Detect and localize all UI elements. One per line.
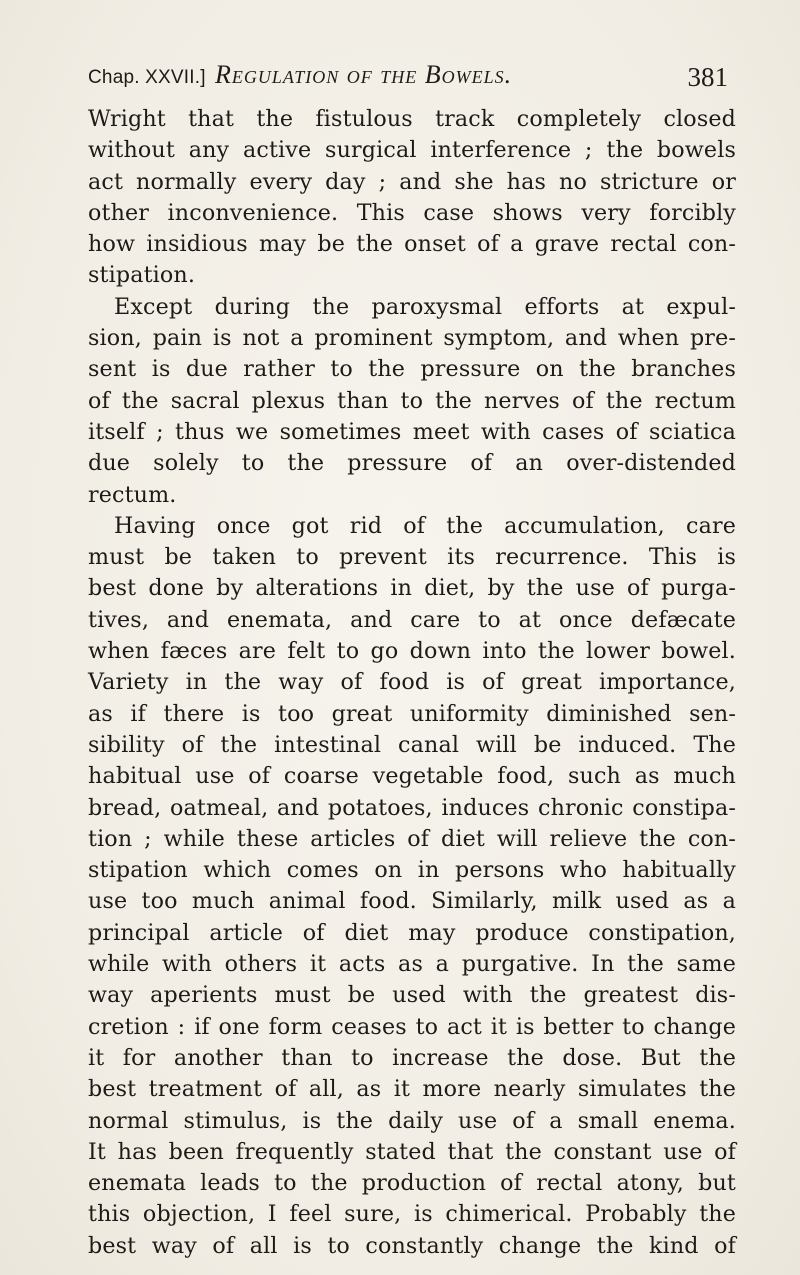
text-line: tion ; while these articles of diet will relieve the con- <box>88 825 736 852</box>
text-line: principal article of diet may produce constipation, <box>88 919 736 946</box>
text-line: sion, pain is not a prominent symptom, and when pre- <box>88 325 736 352</box>
text-line: Except during the paroxysmal efforts at expul- <box>114 293 736 320</box>
text-line: Wright that the fistulous track completely closed <box>88 106 736 132</box>
text-line: must be taken to prevent its recurrence. This is <box>88 544 736 571</box>
text-line: rectum. <box>88 481 177 508</box>
text-line: itself ; thus we sometimes meet with cases of sciatica <box>88 418 736 445</box>
text-line: cretion : if one form ceases to act it is better to change <box>88 1013 736 1040</box>
page-header <box>88 58 728 98</box>
text-line: It has been frequently stated that the constant use of <box>88 1138 736 1165</box>
text-line: of the sacral plexus than to the nerves of the rectum <box>88 387 736 414</box>
text-line: use too much animal food. Similarly, milk used as a <box>88 888 736 915</box>
text-line: other inconvenience. This case shows very forcibly <box>88 199 736 226</box>
text-line: while with others it acts as a purgative. In the same <box>88 951 736 978</box>
text-line: enemata leads to the production of rectal atony, but <box>88 1170 736 1197</box>
page-number: 381 <box>687 62 728 92</box>
text-line: it for another than to increase the dose. But the <box>88 1044 736 1071</box>
text-line: stipation which comes on in persons who habitually <box>88 857 736 884</box>
text-line: Variety in the way of food is of great importance, <box>88 669 736 696</box>
text-line: due solely to the pressure of an over-distended <box>88 450 736 477</box>
text-line: how insidious may be the onset of a grave rectal con- <box>88 231 736 258</box>
text-line: without any active surgical interference ; the bowels <box>88 137 736 164</box>
text-line: when fæces are felt to go down into the lower bowel. <box>88 638 736 665</box>
text-line: stipation. <box>88 262 196 289</box>
body-text <box>88 104 736 1262</box>
text-line: Having once got rid of the accumulation, care <box>114 512 736 539</box>
text-line: best done by alterations in diet, by the use of purga- <box>88 575 736 602</box>
text-line: way aperients must be used with the greatest dis- <box>88 982 736 1009</box>
text-line: tives, and enemata, and care to at once defæcate <box>88 606 736 633</box>
text-line: habitual use of coarse vegetable food, such as much <box>88 763 736 790</box>
chapter-label: Chap. XXVII.] <box>88 67 206 88</box>
running-title: Regulation of the Bowels. <box>215 60 513 89</box>
text-line: sent is due rather to the pressure on the branches <box>88 356 736 383</box>
text-line: bread, oatmeal, and potatoes, induces chronic constipa- <box>88 794 736 821</box>
text-line: best treatment of all, as it more nearly simulates the <box>88 1076 736 1103</box>
text-line: best way of all is to constantly change the kind of <box>88 1232 736 1259</box>
text-line: act normally every day ; and she has no stricture or <box>88 168 736 195</box>
text-line: as if there is too great uniformity diminished sen- <box>88 700 736 727</box>
text-line: normal stimulus, is the daily use of a small enema. <box>88 1107 736 1134</box>
text-line: this objection, I feel sure, is chimerical. Probably the <box>88 1201 736 1228</box>
text-line: sibility of the intestinal canal will be induced. The <box>88 731 736 758</box>
